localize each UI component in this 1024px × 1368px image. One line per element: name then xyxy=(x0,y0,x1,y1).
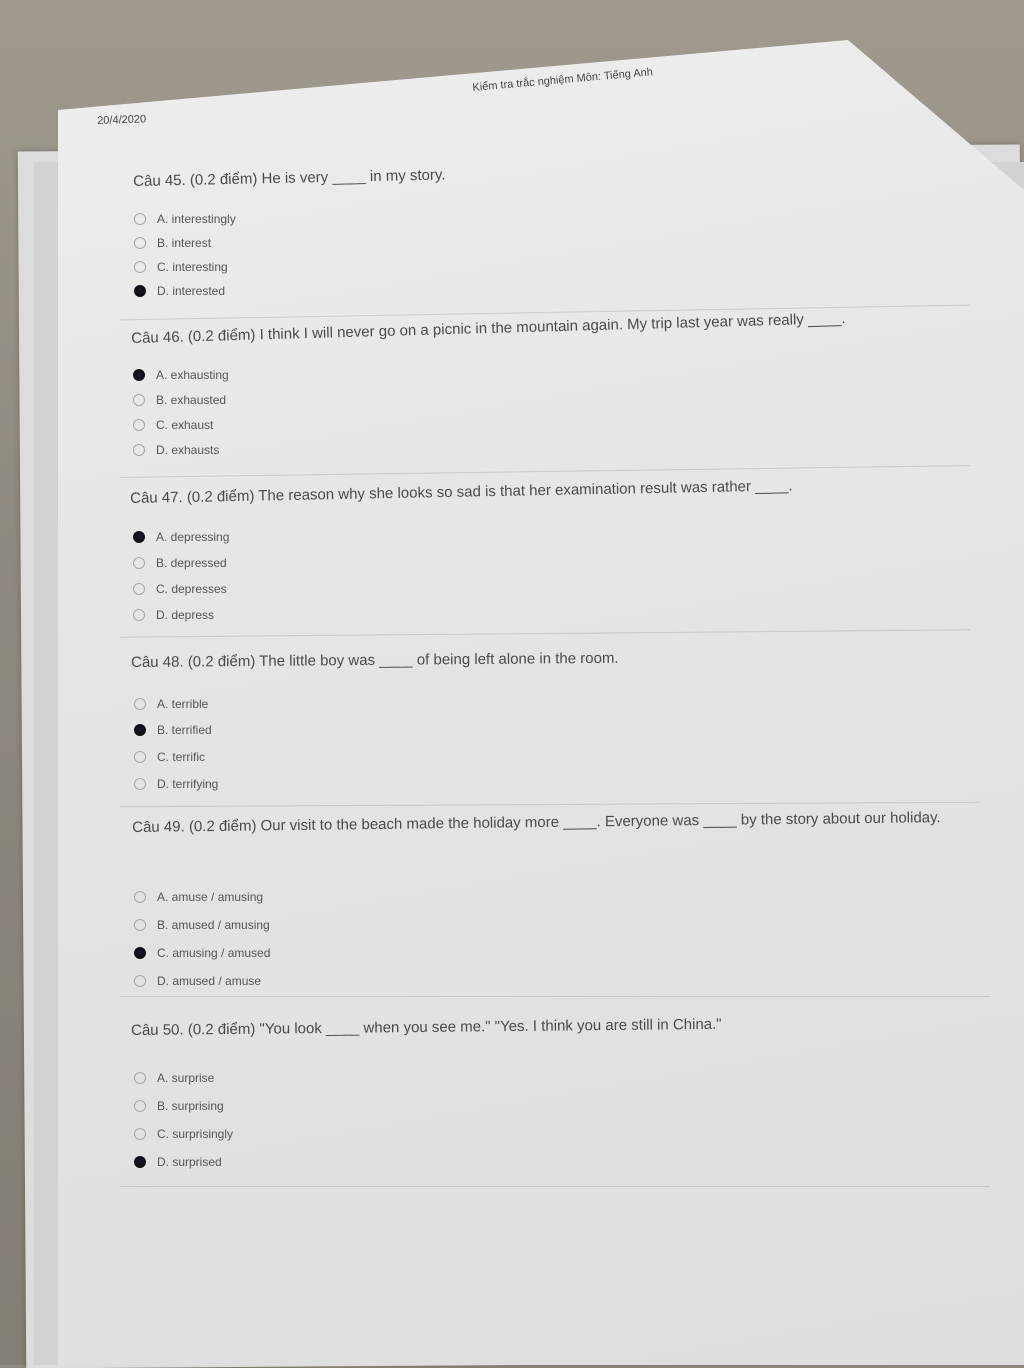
q49-option-a-label: A. amuse / amusing xyxy=(157,890,264,904)
q45-option-a[interactable] xyxy=(134,212,236,226)
q46-option-b-label: B. exhausted xyxy=(156,393,227,407)
q47-option-a-label: A. depressing xyxy=(156,530,230,544)
q45-option-d-label: D. interested xyxy=(157,284,226,298)
q49-radio-a[interactable] xyxy=(134,891,146,903)
q50-option-c[interactable] xyxy=(134,1127,233,1141)
q50-option-d-label: D. surprised xyxy=(157,1155,222,1169)
q45-radio-b[interactable] xyxy=(134,237,146,249)
q49-option-a[interactable] xyxy=(134,890,263,904)
q48-option-a[interactable] xyxy=(134,697,208,711)
q45-radio-a[interactable] xyxy=(134,213,146,225)
q49-radio-b[interactable] xyxy=(134,919,146,931)
q47-radio-c[interactable] xyxy=(133,583,145,595)
q47-radio-d[interactable] xyxy=(133,609,145,621)
question-50-text: Câu 50. (0.2 điểm) "You look ____ when you see me." "Yes. I think you are still in China." xyxy=(131,1015,722,1039)
q47-option-d-label: D. depress xyxy=(156,608,215,622)
q47-option-c[interactable] xyxy=(133,582,227,596)
question-48-text: Câu 48. (0.2 điểm) The little boy was ____ of being left alone in the room. xyxy=(131,649,619,671)
q49-radio-c[interactable] xyxy=(134,947,146,959)
question-47-text: Câu 47. (0.2 điểm) The reason why she looks so sad is that her examination result was rather ____. xyxy=(130,477,793,507)
q47-option-a[interactable] xyxy=(133,530,229,544)
q46-option-a-label: A. exhausting xyxy=(156,368,229,382)
separator xyxy=(120,1186,990,1187)
question-46-text: Câu 46. (0.2 điểm) I think I will never go on a picnic in the mountain again. My trip last year was really ____. xyxy=(131,310,846,347)
separator xyxy=(120,996,990,997)
q45-option-d[interactable] xyxy=(134,284,225,298)
print-date: 20/4/2020 xyxy=(97,113,147,127)
q46-radio-d[interactable] xyxy=(133,444,145,456)
q50-option-b-label: B. surprising xyxy=(157,1099,224,1113)
q46-radio-b[interactable] xyxy=(133,394,145,406)
q47-radio-b[interactable] xyxy=(133,557,145,569)
q50-radio-b[interactable] xyxy=(134,1100,146,1112)
q50-radio-c[interactable] xyxy=(134,1128,146,1140)
q46-radio-a[interactable] xyxy=(133,369,145,381)
q48-option-b[interactable] xyxy=(134,723,212,737)
q46-option-b[interactable] xyxy=(133,393,226,407)
q47-option-d[interactable] xyxy=(133,608,214,622)
q50-option-b[interactable] xyxy=(134,1099,224,1113)
q46-option-d-label: D. exhausts xyxy=(156,443,220,457)
q47-option-c-label: C. depresses xyxy=(156,582,227,596)
q45-radio-d[interactable] xyxy=(134,285,146,297)
q48-radio-b[interactable] xyxy=(134,724,146,736)
q46-option-c-label: C. exhaust xyxy=(156,418,214,432)
q48-radio-d[interactable] xyxy=(134,778,146,790)
q45-option-b[interactable] xyxy=(134,236,211,250)
q50-option-d[interactable] xyxy=(134,1155,222,1169)
q49-option-d-label: D. amused / amuse xyxy=(157,974,262,988)
q49-option-c-label: C. amusing / amused xyxy=(157,946,271,960)
q48-radio-a[interactable] xyxy=(134,698,146,710)
q45-option-b-label: B. interest xyxy=(157,236,212,250)
q46-option-a[interactable] xyxy=(133,368,229,382)
question-49-text: Câu 49. (0.2 điểm) Our visit to the beach made the holiday more ____. Everyone was ____ by the story about our holiday. xyxy=(132,809,941,836)
quiz-title: Kiểm tra trắc nghiệm Môn: Tiếng Anh xyxy=(472,66,654,94)
q47-option-b-label: B. depressed xyxy=(156,556,227,570)
q45-option-a-label: A. interestingly xyxy=(157,212,236,226)
q47-radio-a[interactable] xyxy=(133,531,145,543)
q47-option-b[interactable] xyxy=(133,556,227,570)
q50-option-a-label: A. surprise xyxy=(157,1071,215,1085)
q48-option-c-label: C. terrific xyxy=(157,750,205,764)
q50-radio-d[interactable] xyxy=(134,1156,146,1168)
q49-option-c[interactable] xyxy=(134,946,270,960)
q45-option-c-label: C. interesting xyxy=(157,260,228,274)
q46-radio-c[interactable] xyxy=(133,419,145,431)
q50-radio-a[interactable] xyxy=(134,1072,146,1084)
q50-option-c-label: C. surprisingly xyxy=(157,1127,234,1141)
question-45-text: Câu 45. (0.2 điểm) He is very ____ in my story. xyxy=(133,166,446,190)
q49-option-b-label: B. amused / amusing xyxy=(157,918,270,932)
q48-option-d[interactable] xyxy=(134,777,218,791)
q48-option-b-label: B. terrified xyxy=(157,723,212,737)
q48-option-d-label: D. terrifying xyxy=(157,777,219,791)
q48-option-a-label: A. terrible xyxy=(157,697,209,711)
q48-radio-c[interactable] xyxy=(134,751,146,763)
q49-option-b[interactable] xyxy=(134,918,270,932)
q45-radio-c[interactable] xyxy=(134,261,146,273)
q50-option-a[interactable] xyxy=(134,1071,214,1085)
q45-option-c[interactable] xyxy=(134,260,228,274)
q46-option-c[interactable] xyxy=(133,418,213,432)
q49-option-d[interactable] xyxy=(134,974,261,988)
q49-radio-d[interactable] xyxy=(134,975,146,987)
q48-option-c[interactable] xyxy=(134,750,205,764)
q46-option-d[interactable] xyxy=(133,443,219,457)
